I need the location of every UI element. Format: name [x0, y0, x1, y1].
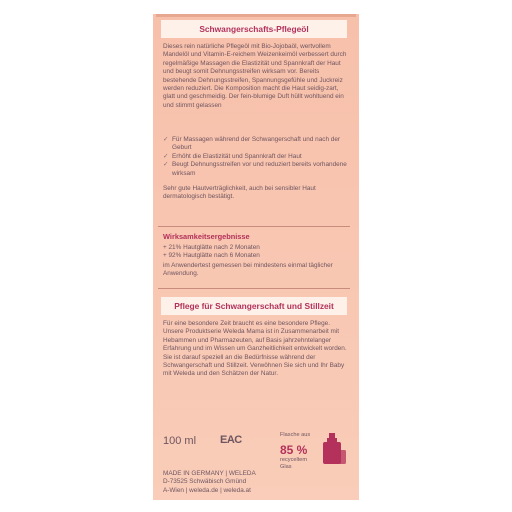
care-oil-title: Schwangerschafts-Pflegeöl — [161, 20, 347, 38]
manufacturer-address — [163, 470, 349, 495]
address-line: MADE IN GERMANY | WELEDA — [163, 470, 256, 477]
tolerance-text: Sehr gute Hautverträglichkeit, auch bei sensibler Haut dermatologisch bestätigt. — [163, 185, 316, 201]
address-line: A-Wien | weleda.de | weleda.at — [163, 486, 251, 494]
divider — [158, 288, 350, 289]
volume-label: 100 ml — [163, 435, 197, 447]
recycled-pre-text: Flasche aus — [280, 432, 311, 438]
benefits-list — [163, 136, 349, 178]
care-section-title: Pflege für Schwangerschaft und Stillzeit — [161, 297, 347, 315]
benefit-item: ✓ Beugt Dehnungsstreifen vor und reduziert bereits vorhandene wirksam — [163, 161, 349, 178]
results-list — [163, 244, 349, 261]
benefit-item: ✓ Erhöht die Elastizität und Spannkraft der Haut — [163, 153, 349, 161]
results-title: Wirksamkeitsergebnisse — [163, 232, 250, 241]
care-section-text: Für eine besondere Zeit braucht es eine besondere Pflege. Unsere Produktserie Weleda Mama ist in Zusammenarbeit mit Hebammen und Pharmazeuten, auf Basis jahrzehntelanger Erfahrung und im Wissen um Ganzheitlichkeit entwickelt worden. Sie ist darauf speziell an die Bedürfnisse während der Schwangerschaft und Stillzeit. Verwöhnen Sie sich und Ihr Baby mit Weleda und den Schätzen der Natur. — [163, 320, 347, 378]
address-line: D-73525 Schwäbisch Gmünd — [163, 478, 247, 486]
eac-mark: EAC — [220, 434, 242, 446]
result-item: + 92% Hautglätte nach 6 Monaten — [163, 252, 260, 260]
recycled-post-text: recyceltem Glas — [280, 457, 308, 470]
result-item: + 21% Hautglätte nach 2 Monaten — [163, 244, 260, 251]
divider — [158, 226, 350, 227]
recycled-percent: 85 % — [280, 443, 308, 457]
bottle-icon — [318, 432, 348, 466]
results-note: im Anwendertest gemessen bei mindestens einmal täglicher Anwendung. — [163, 262, 333, 278]
box-top-rim — [156, 14, 356, 17]
care-oil-intro: Dieses rein natürliche Pflegeöl mit Bio-Jojobaöl, wertvollem Mandelöl und Vitamin-E-reichem Weizenkeimöl verbessert durch regelmäßige Massagen die Elastizität und Spannkraft der Haut und beugt somit Dehnungsstreifen wirksam vor. Bereits bestehende Dehnungsstreifen, Spannungsgefühle und Juckreiz werden reduziert. Die Komposition macht die Haut seidig-zart, glatt und geschmeidig. Der fein-blumige Duft hüllt wohltuend ein und stimmt gelassen — [163, 43, 347, 109]
benefit-item: ✓ Für Massagen während der Schwangerschaft und nach der Geburt — [163, 136, 349, 153]
